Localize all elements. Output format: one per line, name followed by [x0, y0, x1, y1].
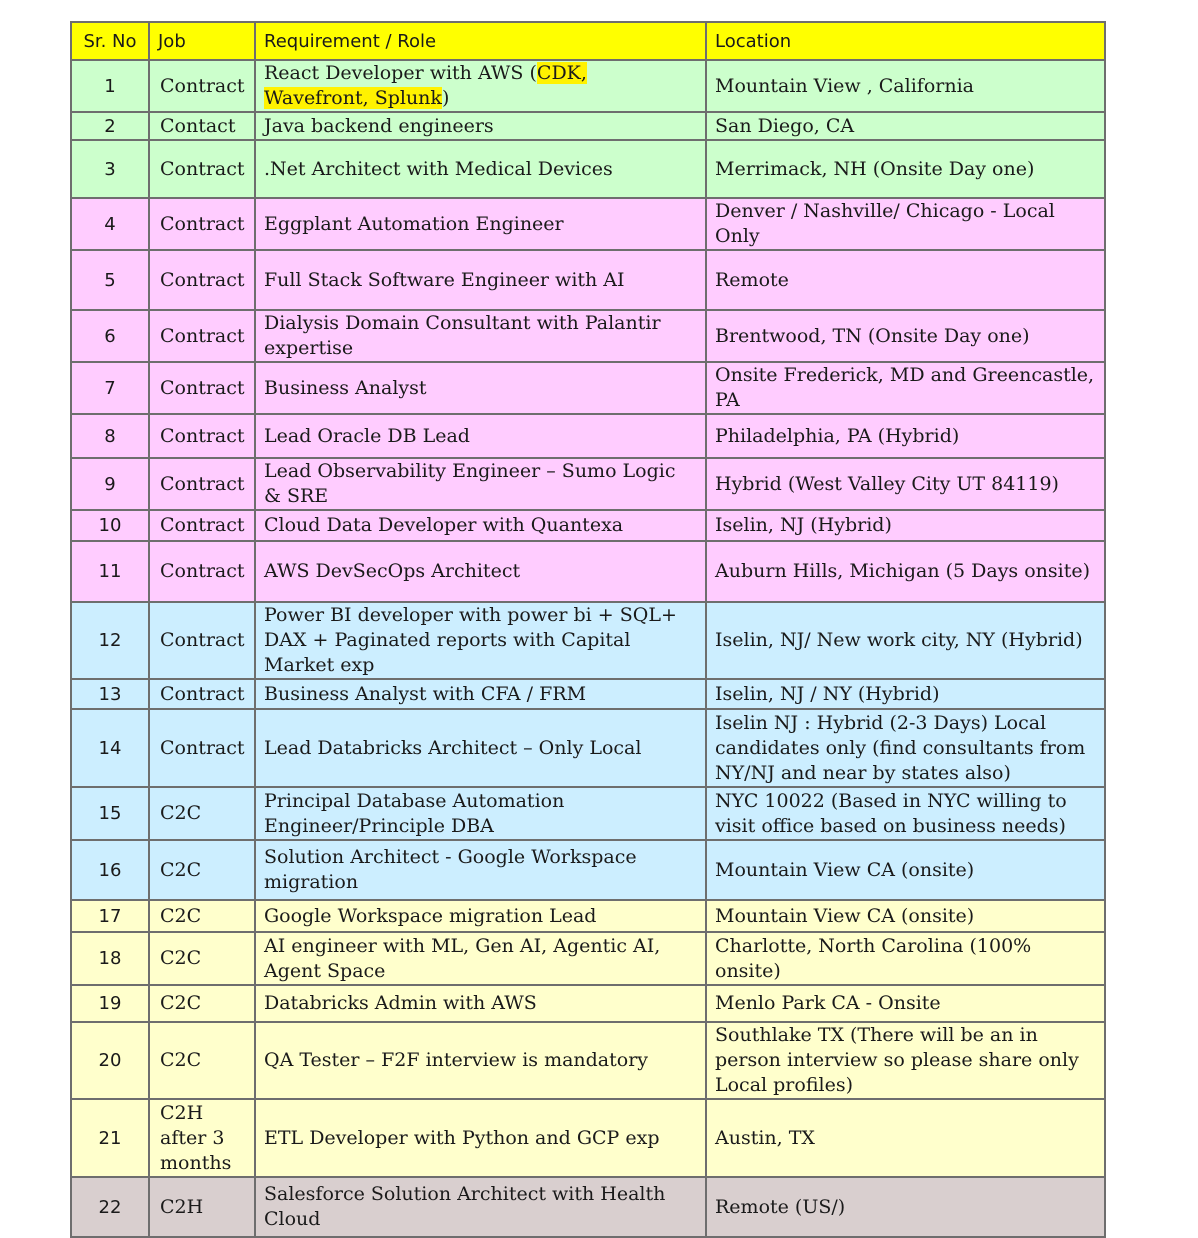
cell-role: Google Workspace migration Lead: [255, 900, 706, 932]
cell-job: Contract: [149, 198, 255, 250]
table-row: [71, 458, 1105, 510]
header-row: [71, 22, 1105, 60]
header-role: Requirement / Role: [255, 22, 706, 60]
cell-role: Power BI developer with power bi + SQL+ DAX + Paginated reports with Capital Market exp: [255, 602, 706, 679]
cell-sr-no: 2: [71, 112, 149, 140]
cell-sr-no: 9: [71, 458, 149, 510]
cell-job: Contract: [149, 602, 255, 679]
cell-role: Lead Observability Engineer – Sumo Logic & SRE: [255, 458, 706, 510]
cell-job: C2H: [149, 1177, 255, 1237]
header-job: Job: [149, 22, 255, 60]
cell-location: Mountain View , California: [706, 60, 1105, 112]
cell-sr-no: 12: [71, 602, 149, 679]
cell-sr-no: 8: [71, 414, 149, 458]
cell-job: Contract: [149, 250, 255, 310]
cell-sr-no: 16: [71, 840, 149, 900]
cell-location: Remote (US/): [706, 1177, 1105, 1237]
cell-sr-no: 5: [71, 250, 149, 310]
cell-location: Iselin NJ : Hybrid (2-3 Days) Local candidates only (find consultants from NY/NJ and near by states also): [706, 709, 1105, 787]
cell-job: C2C: [149, 932, 255, 985]
cell-location: Merrimack, NH (Onsite Day one): [706, 140, 1105, 198]
cell-sr-no: 1: [71, 60, 149, 112]
cell-job: C2C: [149, 985, 255, 1022]
cell-job: Contract: [149, 541, 255, 602]
table-row: [71, 414, 1105, 458]
table-row: [71, 900, 1105, 932]
table-row: [71, 932, 1105, 985]
table-row: [71, 679, 1105, 709]
table-row: [71, 1177, 1105, 1237]
cell-job: Contract: [149, 362, 255, 414]
cell-role: Java backend engineers: [255, 112, 706, 140]
cell-sr-no: 18: [71, 932, 149, 985]
cell-role: Databricks Admin with AWS: [255, 985, 706, 1022]
cell-role: [255, 60, 706, 112]
cell-location: Denver / Nashville/ Chicago - Local Only: [706, 198, 1105, 250]
cell-location: Southlake TX (There will be an in person interview so please share only Local profiles): [706, 1022, 1105, 1099]
cell-role: QA Tester – F2F interview is mandatory: [255, 1022, 706, 1099]
cell-sr-no: 10: [71, 510, 149, 541]
cell-location: Philadelphia, PA (Hybrid): [706, 414, 1105, 458]
cell-role: Business Analyst: [255, 362, 706, 414]
cell-role: Dialysis Domain Consultant with Palantir expertise: [255, 310, 706, 362]
cell-sr-no: 4: [71, 198, 149, 250]
cell-sr-no: 21: [71, 1099, 149, 1177]
cell-sr-no: 3: [71, 140, 149, 198]
table-row: [71, 709, 1105, 787]
cell-role: Business Analyst with CFA / FRM: [255, 679, 706, 709]
cell-role: Salesforce Solution Architect with Health Cloud: [255, 1177, 706, 1237]
table-row: [71, 310, 1105, 362]
cell-location: Remote: [706, 250, 1105, 310]
cell-role: Solution Architect - Google Workspace migration: [255, 840, 706, 900]
cell-job: C2H after 3 months: [149, 1099, 255, 1177]
cell-job: C2C: [149, 787, 255, 840]
cell-sr-no: 14: [71, 709, 149, 787]
cell-job: C2C: [149, 1022, 255, 1099]
cell-sr-no: 13: [71, 679, 149, 709]
cell-location: Menlo Park CA - Onsite: [706, 985, 1105, 1022]
cell-job: C2C: [149, 840, 255, 900]
cell-job: Contract: [149, 709, 255, 787]
cell-sr-no: 20: [71, 1022, 149, 1099]
table-row: [71, 1099, 1105, 1177]
cell-role: .Net Architect with Medical Devices: [255, 140, 706, 198]
cell-job: Contract: [149, 60, 255, 112]
table-row: [71, 787, 1105, 840]
cell-role: AI engineer with ML, Gen AI, Agentic AI, Agent Space: [255, 932, 706, 985]
cell-role: Principal Database Automation Engineer/Principle DBA: [255, 787, 706, 840]
table-row: [71, 112, 1105, 140]
table-row: [71, 198, 1105, 250]
cell-location: Iselin, NJ/ New work city, NY (Hybrid): [706, 602, 1105, 679]
cell-location: Brentwood, TN (Onsite Day one): [706, 310, 1105, 362]
cell-job: Contract: [149, 458, 255, 510]
cell-job: C2C: [149, 900, 255, 932]
cell-job: Contact: [149, 112, 255, 140]
cell-sr-no: 11: [71, 541, 149, 602]
role-text-end: ): [441, 87, 450, 109]
cell-role: ETL Developer with Python and GCP exp: [255, 1099, 706, 1177]
cell-job: Contract: [149, 679, 255, 709]
table-row: [71, 602, 1105, 679]
cell-role: Cloud Data Developer with Quantexa: [255, 510, 706, 541]
cell-sr-no: 7: [71, 362, 149, 414]
cell-job: Contract: [149, 510, 255, 541]
cell-role: Lead Oracle DB Lead: [255, 414, 706, 458]
table-row: [71, 1022, 1105, 1099]
role-text: React Developer with AWS (: [264, 62, 537, 84]
table-row: [71, 541, 1105, 602]
table-row: [71, 840, 1105, 900]
cell-job: Contract: [149, 310, 255, 362]
cell-location: Hybrid (West Valley City UT 84119): [706, 458, 1105, 510]
header-sr-no: Sr. No: [71, 22, 149, 60]
header-location: Location: [706, 22, 1105, 60]
jobs-table: [70, 21, 1106, 1238]
table-row: [71, 60, 1105, 112]
table-row: [71, 140, 1105, 198]
cell-sr-no: 19: [71, 985, 149, 1022]
cell-sr-no: 15: [71, 787, 149, 840]
table-row: [71, 985, 1105, 1022]
cell-sr-no: 17: [71, 900, 149, 932]
cell-location: Austin, TX: [706, 1099, 1105, 1177]
cell-role: Eggplant Automation Engineer: [255, 198, 706, 250]
cell-location: Mountain View CA (onsite): [706, 900, 1105, 932]
cell-location: Iselin, NJ (Hybrid): [706, 510, 1105, 541]
cell-role: AWS DevSecOps Architect: [255, 541, 706, 602]
cell-location: Auburn Hills, Michigan (5 Days onsite): [706, 541, 1105, 602]
cell-job: Contract: [149, 140, 255, 198]
cell-location: Charlotte, North Carolina (100% onsite): [706, 932, 1105, 985]
cell-role: Lead Databricks Architect – Only Local: [255, 709, 706, 787]
cell-location: Iselin, NJ / NY (Hybrid): [706, 679, 1105, 709]
table-row: [71, 250, 1105, 310]
table-row: [71, 510, 1105, 541]
table-row: [71, 362, 1105, 414]
cell-job: Contract: [149, 414, 255, 458]
cell-location: Onsite Frederick, MD and Greencastle, PA: [706, 362, 1105, 414]
role-highlight: CDK, Wavefront, Splunk: [264, 62, 587, 109]
cell-role: Full Stack Software Engineer with AI: [255, 250, 706, 310]
cell-location: NYC 10022 (Based in NYC willing to visit office based on business needs): [706, 787, 1105, 840]
cell-sr-no: 22: [71, 1177, 149, 1237]
cell-location: San Diego, CA: [706, 112, 1105, 140]
cell-location: Mountain View CA (onsite): [706, 840, 1105, 900]
cell-sr-no: 6: [71, 310, 149, 362]
